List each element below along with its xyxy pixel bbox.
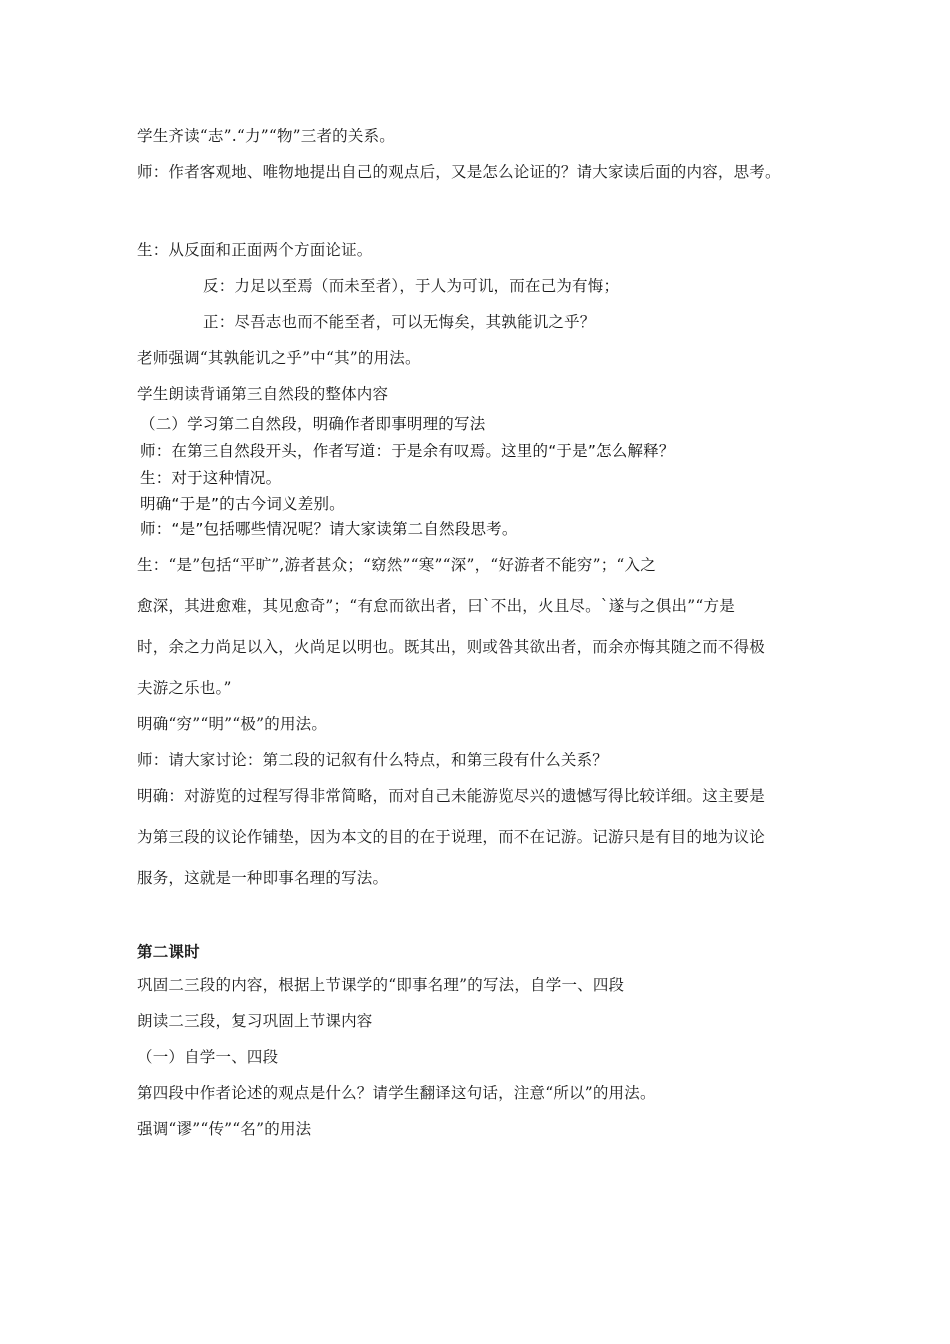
text-line: 师：“是”包括哪些情况呢？请大家读第二自然段思考。 <box>140 520 518 538</box>
text-line: （一）自学一、四段 <box>137 1048 279 1066</box>
text-line: 巩固二三段的内容，根据上节课学的“即事名理”的写法，自学一、四段 <box>137 976 625 994</box>
text-line: 师：作者客观地、唯物地提出自己的观点后，又是怎么论证的？请大家读后面的内容，思考。 <box>137 163 781 181</box>
text-line: 反：力足以至焉（而未至者），于人为可讥，而在己为有悔； <box>203 277 620 295</box>
text-line: 生：从反面和正面两个方面论证。 <box>137 241 373 259</box>
text-line: 强调“谬”“传”“名”的用法 <box>137 1120 312 1138</box>
text-line: 明确“于是”的古今词义差别。 <box>140 495 345 513</box>
text-line: 服务，这就是一种即事名理的写法。 <box>137 869 389 887</box>
text-line: 生：对于这种情况。 <box>140 469 282 487</box>
text-line: 愈深，其进愈难，其见愈奇”；“有怠而欲出者，曰`不出，火且尽。`遂与之俱出”“方是 <box>137 597 735 615</box>
text-line: 朗读二三段，复习巩固上节课内容 <box>137 1012 373 1030</box>
text-line: 师：请大家讨论：第二段的记叙有什么特点，和第三段有什么关系？ <box>137 751 609 769</box>
text-line: 第四段中作者论述的观点是什么？请学生翻译这句话，注意“所以”的用法。 <box>137 1084 656 1102</box>
text-line: 学生朗读背诵第三自然段的整体内容 <box>137 385 389 403</box>
text-line: 正：尽吾志也而不能至者，可以无悔矣，其孰能讥之乎？ <box>203 313 596 331</box>
text-line: 明确“穷”“明”“极”的用法。 <box>137 715 328 733</box>
lesson-heading: 第二课时 <box>137 942 200 961</box>
text-line: 夫游之乐也。” <box>137 679 232 697</box>
text-line: 老师强调“其孰能讥之乎”中“其”的用法。 <box>137 349 421 367</box>
text-line: 学生齐读“志”.“力”“物”三者的关系。 <box>137 127 395 145</box>
text-line: 明确：对游览的过程写得非常简略，而对自己未能游览尽兴的遗憾写得比较详细。这主要是 <box>137 787 766 805</box>
text-line: 生：“是”包括“平旷”,游者甚众；“窈然”“寒”“深”，“好游者不能穷”；“入之 <box>137 556 656 574</box>
text-line: 师：在第三自然段开头，作者写道：于是余有叹焉。这里的“于是”怎么解释？ <box>140 442 675 460</box>
section-heading: （二）学习第二自然段，明确作者即事明理的写法 <box>140 415 486 433</box>
text-line: 时，余之力尚足以入，火尚足以明也。既其出，则或咎其欲出者，而余亦悔其随之而不得极 <box>137 638 766 656</box>
text-line: 为第三段的议论作铺垫，因为本文的目的在于说理，而不在记游。记游只是有目的地为议论 <box>137 828 766 846</box>
